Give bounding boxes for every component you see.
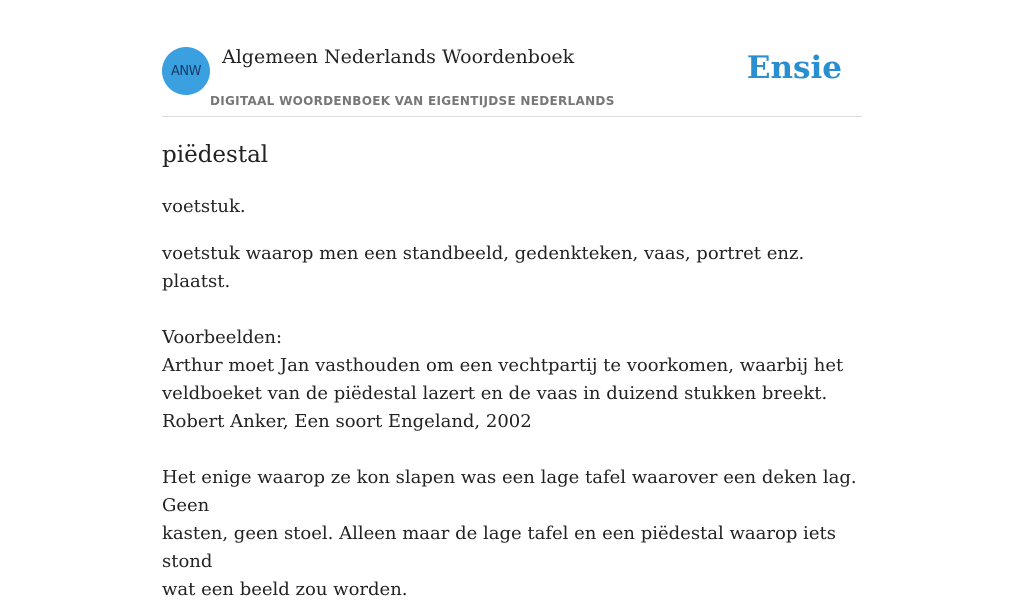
short-definition: voetstuk. xyxy=(162,196,246,217)
example-quote xyxy=(162,464,862,604)
site-header xyxy=(162,0,862,117)
example-text-line: kasten, geen stoel. Alleen maar de lage tafel en een piëdestal waarop iets stond xyxy=(162,523,836,572)
spacer xyxy=(162,436,862,464)
long-definition: voetstuk waarop men een standbeeld, gedenkteken, vaas, portret enz. plaatst. xyxy=(162,243,805,292)
example-text-line: Arthur moet Jan vasthouden om een vechtpartij te voorkomen, waarbij het xyxy=(162,355,844,376)
examples-section xyxy=(162,324,862,604)
dictionary-entry xyxy=(162,140,862,604)
logo-text: ANW xyxy=(171,63,201,79)
ensie-brand-link[interactable]: Ensie xyxy=(746,50,842,86)
example-quote xyxy=(162,352,862,436)
site-subtitle: DIGITAAL WOORDENBOEK VAN EIGENTIJDSE NEDERLANDS xyxy=(210,94,615,108)
example-text-line: Het enige waarop ze kon slapen was een lage tafel waarover een deken lag. Geen xyxy=(162,467,857,516)
example-text-line: veldboeket van de piëdestal lazert en de vaas in duizend stukken breekt. xyxy=(162,383,828,404)
site-title[interactable]: Algemeen Nederlands Woordenboek xyxy=(222,46,575,68)
page-title: piëdestal xyxy=(162,142,269,168)
anw-logo[interactable] xyxy=(162,47,210,95)
example-source: Robert Anker, Een soort Engeland, 2002 xyxy=(162,411,532,432)
example-text-line: wat een beeld zou worden. xyxy=(162,579,408,600)
examples-label: Voorbeelden: xyxy=(162,327,283,348)
